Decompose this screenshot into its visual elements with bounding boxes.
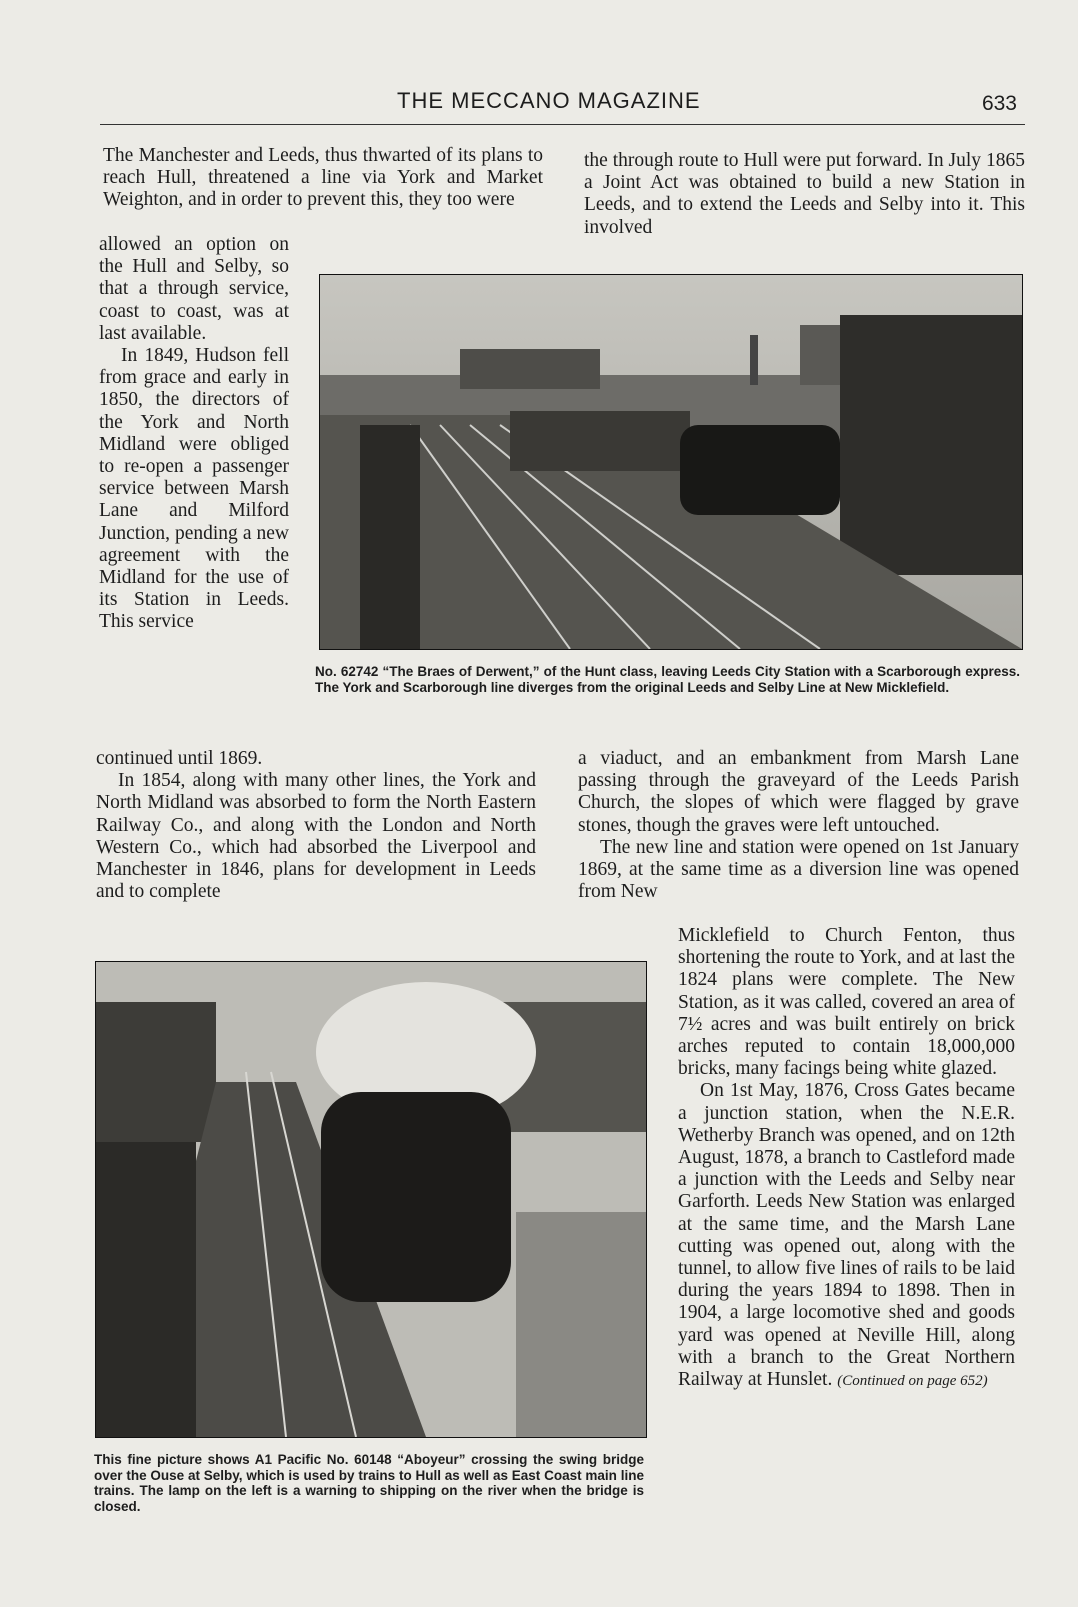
column2-middle-text: a viaduct, and an embankment from Marsh Lane passing through the graveyard of the Leeds Parish Church, the slopes of which were flagged by grave stones, though the graves were left untouched. The new line and station were opened on 1st January 1869, at the same time as a diversion line was opened from New: [578, 748, 1019, 903]
right-column-text: Micklefield to Church Fenton, thus shortening the route to York, and at last the 1824 plans were complete. The New Station, as it was called, covered an area of 7½ acres and was built entirely on brick arches reputed to contain 18,000,000 bricks, many facings being white glazed. On 1st May, 1876, Cross Gates became a junction station, when the N.E.R. Wetherby Branch was opened, and on 12th August, 1878, a branch to Castleford made a junction with the Leeds and Selby near Garforth. Leeds New Station was enlarged at the same time, and the Marsh Lane cutting was opened out, along with the tunnel, to allow five lines of rails to be laid during the years 1894 to 1898. Then in 1904, a large locomotive shed and goods yard was opened at Neville Hill, along with a branch to the Great Northern Railway at Hunslet. (Continued on page 652): [678, 925, 1015, 1391]
page-header: [100, 84, 1025, 125]
caption-top-photo: No. 62742 “The Braes of Derwent,” of the Hunt class, leaving Leeds City Station with a Scarborough express. The York and Scarborough line diverges from the original Leeds and Selby Line at New Micklefield.: [315, 664, 1020, 695]
swing-bridge-photo: [96, 962, 646, 1437]
caption-bottom-photo: This fine picture shows A1 Pacific No. 60148 “Aboyeur” crossing the swing bridge over the Ouse at Selby, which is used by trains to Hull as well as East Coast main line trains. The lamp on the left is a warning to shipping on the river when the bridge is closed.: [94, 1452, 644, 1514]
column1-middle-text: continued until 1869. In 1854, along with many other lines, the York and North Midland was absorbed to form the North Eastern Railway Co., and along with the London and North Western Co., which had absorbed the Liverpool and Manchester in 1846, plans for development in Leeds and to complete: [96, 748, 536, 903]
locomotive-station-photo: [320, 275, 1022, 649]
photo-selby-swing-bridge: [95, 961, 647, 1438]
column1-top-text: The Manchester and Leeds, thus thwarted of its plans to reach Hull, threatened a line via York and Market Weighton, and in order to prevent this, they too were: [103, 145, 543, 211]
continued-note: (Continued on page 652): [837, 1373, 988, 1390]
magazine-title: THE MECCANO MAGAZINE: [397, 88, 701, 113]
photo-leeds-city-station: [319, 274, 1023, 650]
column2-top-text: the through route to Hull were put forward. In July 1865 a Joint Act was obtained to build a new Station in Leeds, and to extend the Leeds and Selby into it. This involved: [584, 150, 1025, 238]
page-number: 633: [981, 92, 1017, 115]
narrow-column-text: allowed an option on the Hull and Selby, so that a through service, coast to coast, was at last available. In 1849, Hudson fell from grace and early in 1850, the directors of the York and North Midland were obliged to re-open a passenger service between Marsh Lane and Milford Junction, pending a new agreement with the Midland for the use of its Station in Leeds. This service: [99, 234, 289, 633]
